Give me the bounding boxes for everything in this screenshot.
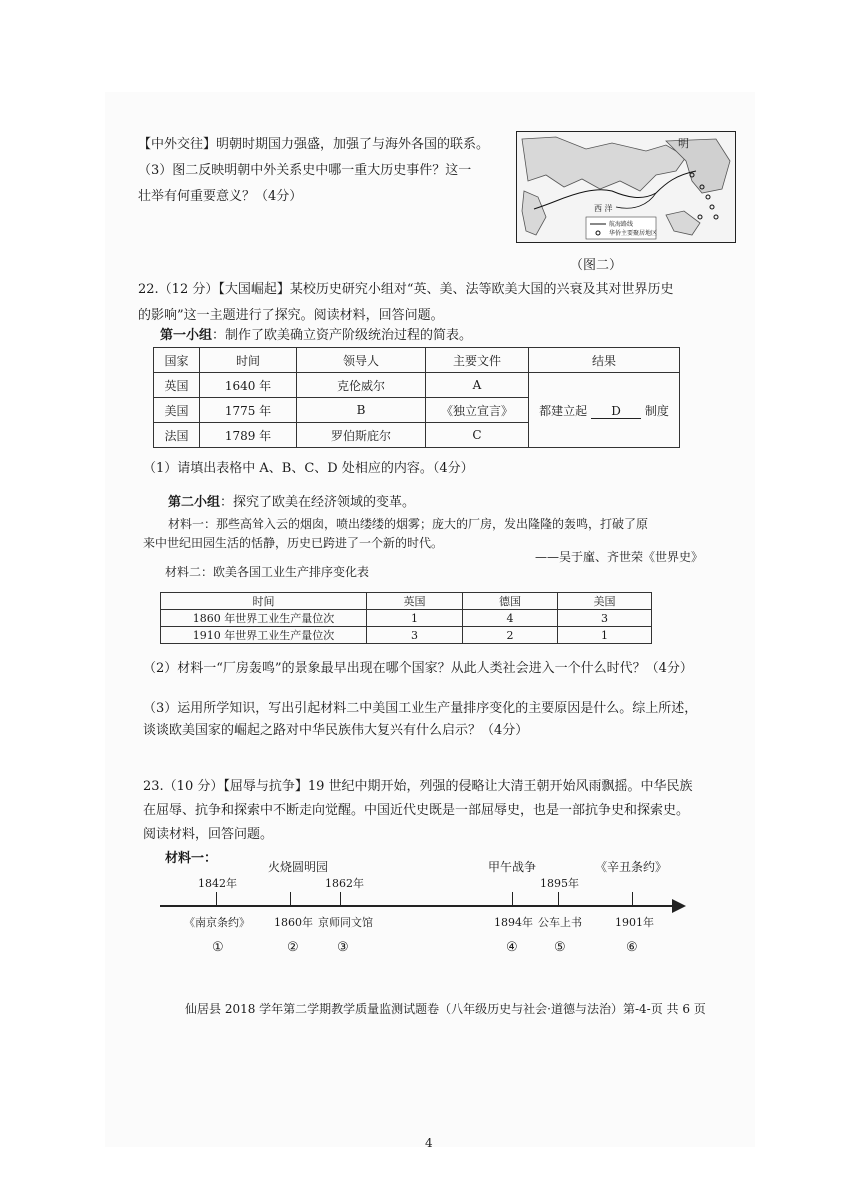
result-suffix: 制度 bbox=[644, 403, 669, 418]
industry-ranking-table bbox=[160, 592, 652, 644]
table-header: 英国 bbox=[367, 593, 463, 610]
section-intro-text: 【中外交往】明朝时期国力强盛，加强了与海外各国的联系。 bbox=[138, 137, 490, 152]
timeline-number: ⑥ bbox=[626, 940, 638, 955]
table-header: 美国 bbox=[558, 593, 652, 610]
material-1-line-2: 来中世纪田园生活的恬静，历史已跨进了一个新的时代。 bbox=[143, 536, 444, 550]
group-2-label: 第二小组 bbox=[168, 495, 221, 510]
timeline-number: ③ bbox=[337, 940, 349, 955]
table-result-cell bbox=[529, 373, 680, 448]
table-row bbox=[154, 373, 680, 398]
timeline-bottom-label: 1901年 bbox=[615, 916, 654, 929]
timeline-top-year: 1842年 bbox=[198, 877, 237, 890]
material-1-line-1: 材料一：那些高耸入云的烟囱，喷出缕缕的烟雾；庞大的厂房，发出隆隆的轰鸣，打破了原 bbox=[168, 517, 649, 531]
table-header: 国家 bbox=[154, 348, 200, 373]
table-cell: 1 bbox=[367, 610, 463, 627]
timeline-tick bbox=[558, 892, 559, 906]
table-cell: 克伦威尔 bbox=[297, 373, 426, 398]
question-22-line-2: 的影响”这一主题进行了探究。阅读材料，回答问题。 bbox=[138, 308, 444, 323]
timeline-bottom-label: 1894年 bbox=[494, 916, 533, 929]
material-1-source: ——吴于廑、齐世荣《世界史》 bbox=[535, 550, 704, 564]
timeline-bottom-label: 《南京条约》 bbox=[184, 916, 250, 929]
table-cell: 罗伯斯庇尔 bbox=[297, 423, 426, 448]
timeline-number: ④ bbox=[506, 940, 518, 955]
question-23-line-3: 阅读材料，回答问题。 bbox=[143, 827, 274, 842]
table-header: 德国 bbox=[463, 593, 558, 610]
map-caption: （图二） bbox=[570, 258, 623, 273]
timeline-number: ⑤ bbox=[554, 940, 566, 955]
timeline-tick bbox=[632, 892, 633, 906]
table-header: 时间 bbox=[200, 348, 297, 373]
timeline-arrow-icon bbox=[672, 899, 686, 913]
table-header-row bbox=[154, 348, 680, 373]
map-figure bbox=[516, 131, 736, 243]
timeline-top-event: 火烧圆明园 bbox=[268, 860, 329, 874]
table-cell: 1 bbox=[558, 627, 652, 644]
timeline-tick bbox=[290, 892, 291, 906]
table-cell: 1910 年世界工业生产量位次 bbox=[161, 627, 367, 644]
table-cell: A bbox=[426, 373, 529, 398]
timeline-bottom-label: 1860年 bbox=[274, 916, 313, 929]
timeline-top-year: 1895年 bbox=[540, 877, 579, 890]
timeline-top-event: 《辛丑条约》 bbox=[595, 860, 668, 874]
table-cell: C bbox=[426, 423, 529, 448]
table-header: 领导人 bbox=[297, 348, 426, 373]
timeline-bottom-label: 公车上书 bbox=[538, 916, 582, 929]
timeline-top-event: 甲午战争 bbox=[488, 860, 537, 874]
question-23-line-1: 23.（10 分）【屈辱与抗争】19 世纪中期开始，列强的侵略让大清王朝开始风雨飘摇。中华民族 bbox=[143, 779, 693, 794]
group-1-heading bbox=[160, 323, 472, 349]
table-row bbox=[161, 610, 652, 627]
timeline-number: ① bbox=[212, 940, 224, 955]
table-cell: 1775 年 bbox=[200, 398, 297, 423]
group-2-text: ：探究了欧美在经济领域的变革。 bbox=[220, 495, 416, 510]
table-cell: 法国 bbox=[154, 423, 200, 448]
question-22-1: （1）请填出表格中 A、B、C、D 处相应的内容。（4分） bbox=[143, 461, 474, 476]
timeline-top-year: 1862年 bbox=[325, 877, 364, 890]
table-cell: 《独立宣言》 bbox=[426, 398, 529, 423]
establishment-table bbox=[153, 347, 680, 448]
table-row bbox=[161, 627, 652, 644]
group-1-label: 第一小组 bbox=[160, 328, 213, 343]
timeline-axis bbox=[160, 905, 675, 907]
map-legend-place: 华侨主要聚居地区 bbox=[609, 230, 658, 237]
timeline-tick bbox=[216, 892, 217, 906]
map-legend-route: 航海路线 bbox=[609, 221, 634, 228]
timeline-tick bbox=[512, 892, 513, 906]
table-header: 主要文件 bbox=[426, 348, 529, 373]
material-2-title: 材料二：欧美各国工业生产排序变化表 bbox=[165, 565, 370, 579]
table-cell: 1860 年世界工业生产量位次 bbox=[161, 610, 367, 627]
result-blank: D bbox=[591, 404, 641, 419]
table-cell: 3 bbox=[558, 610, 652, 627]
table-cell: 美国 bbox=[154, 398, 200, 423]
question-3-line-2: 壮举有何重要意义？（4分） bbox=[138, 189, 303, 204]
question-22-3-line-2: 谈谈欧美国家的崛起之路对中华民族伟大复兴有什么启示？（4分） bbox=[143, 723, 529, 738]
question-22-3-line-1: （3）运用所学知识，写出引起材料二中美国工业生产量排序变化的主要原因是什么。综上所述， bbox=[143, 701, 698, 716]
table-cell: 1789 年 bbox=[200, 423, 297, 448]
timeline-bottom-label: 京师同文馆 bbox=[318, 916, 373, 929]
table-cell: 1640 年 bbox=[200, 373, 297, 398]
question-3-line-1: （3）图二反映明朝中外关系史中哪一重大历史事件？这一 bbox=[138, 163, 472, 178]
page-footer: 仙居县 2018 学年第二学期教学质量监测试题卷（八年级历史与社会·道德与法治）第-4-页 共 6 页 bbox=[185, 1002, 706, 1016]
table-header-row bbox=[161, 593, 652, 610]
table-cell: B bbox=[297, 398, 426, 423]
table-cell: 2 bbox=[463, 627, 558, 644]
page-number: 4 bbox=[425, 1136, 433, 1150]
table-header: 结果 bbox=[529, 348, 680, 373]
table-header: 时间 bbox=[161, 593, 367, 610]
group-1-text: ：制作了欧美确立资产阶级统治过程的简表。 bbox=[212, 328, 473, 343]
question-22-line-1: 22.（12 分）【大国崛起】某校历史研究小组对“英、美、法等欧美大国的兴衰及其对世界历史 bbox=[138, 282, 674, 297]
map-label-ming: 明 bbox=[678, 137, 689, 150]
timeline-number: ② bbox=[287, 940, 299, 955]
timeline-tick bbox=[340, 892, 341, 906]
table-cell: 英国 bbox=[154, 373, 200, 398]
result-prefix: 都建立起 bbox=[539, 403, 588, 418]
timeline bbox=[160, 850, 700, 960]
map-label-sea: 西 洋 bbox=[594, 204, 613, 213]
table-cell: 4 bbox=[463, 610, 558, 627]
material-1-label: 材料一： bbox=[165, 851, 218, 866]
question-22-2: （2）材料一“厂房轰鸣”的景象最早出现在哪个国家？从此人类社会进入一个什么时代？（4分） bbox=[143, 661, 693, 676]
table-cell: 3 bbox=[367, 627, 463, 644]
question-23-line-2: 在屈辱、抗争和探索中不断走向觉醒。中国近代史既是一部屈辱史，也是一部抗争史和探索史。 bbox=[143, 803, 690, 818]
